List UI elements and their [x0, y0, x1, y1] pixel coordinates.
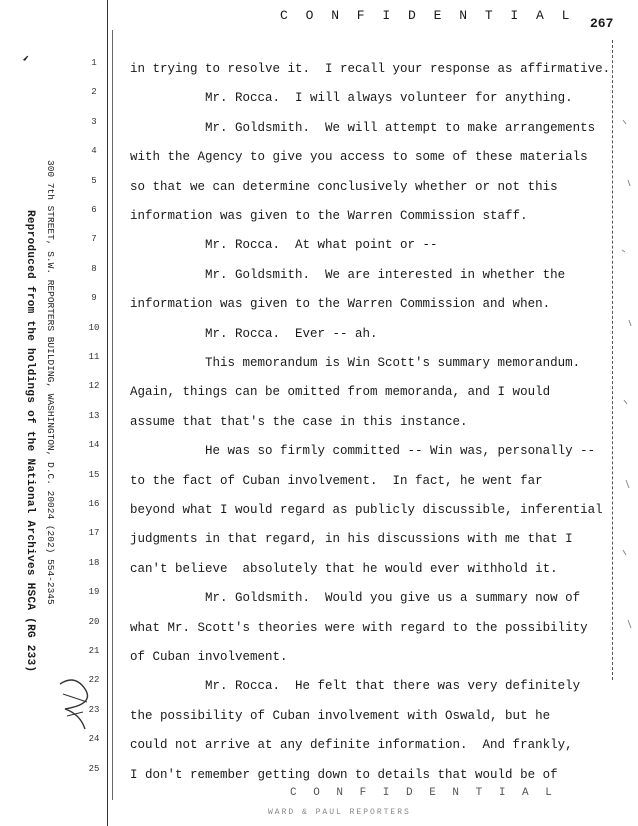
transcript-line: of Cuban involvement. — [130, 650, 288, 664]
transcript-line: in trying to resolve it. I recall your response as affirmative. — [130, 62, 611, 76]
line-number: 16 — [88, 499, 100, 509]
transcript-line: He was so firmly committed -- Win was, personally -- — [130, 444, 596, 459]
left-margin-rule-inner — [112, 30, 113, 800]
line-number: 22 — [88, 675, 100, 686]
transcript-line: Mr. Goldsmith. We will attempt to make arrangements — [130, 120, 596, 135]
transcript-line: to the fact of Cuban involvement. In fact, he went far — [130, 473, 543, 488]
transcript-line: judgments in that regard, in his discussions with me that I — [130, 532, 573, 547]
transcript-line: This memorandum is Win Scott's summary memorandum. — [130, 356, 581, 370]
transcript-line: Mr. Rocca. At what point or -- — [130, 238, 438, 253]
transcript-line: Mr. Goldsmith. We are interested in whether the — [130, 267, 566, 282]
line-number: 24 — [88, 734, 100, 745]
transcript-line: Mr. Rocca. Ever -- ah. — [130, 326, 378, 341]
line-number: 21 — [88, 646, 100, 656]
right-margin-rule — [612, 40, 613, 680]
line-number: 25 — [88, 763, 100, 774]
left-margin-rule — [107, 0, 108, 826]
line-number: 14 — [88, 440, 100, 451]
reproduction-note: Reproduced from the holdings of the National Archives HSCA (RG 233) — [24, 210, 36, 673]
transcript-line: could not arrive at any definite information. And frankly, — [130, 738, 573, 753]
page-header: C O N F I D E N T I A L — [280, 8, 575, 23]
transcript-line: so that we can determine conclusively whether or not this — [130, 179, 558, 194]
line-number: 1 — [91, 58, 97, 68]
line-number: 10 — [88, 322, 100, 333]
line-number: 13 — [88, 410, 100, 421]
transcript-line: can't believe absolutely that he would ever withhold it. — [130, 561, 558, 576]
transcript-line: assume that that's the case in this instance. — [130, 414, 468, 429]
page-number: 267 — [590, 16, 614, 31]
reporter-address: 300 7th STREET, S.W. REPORTERS BUILDING, WASHINGTON, D.C. 20024 (202) 554-2345 — [45, 160, 56, 605]
margin-check-mark: ‘ — [14, 52, 32, 76]
footer-subline: WARD & PAUL REPORTERS — [268, 808, 411, 817]
line-number: 4 — [91, 146, 97, 157]
line-number: 9 — [91, 293, 97, 304]
line-number: 17 — [88, 528, 100, 539]
line-number: 7 — [91, 234, 97, 245]
line-number: 2 — [91, 87, 97, 98]
transcript-line: Mr. Goldsmith. Would you give us a summary now of — [130, 591, 581, 606]
transcript-line: Again, things can be omitted from memoranda, and I would — [130, 385, 551, 400]
line-number: 11 — [88, 352, 100, 362]
transcript-line: the possibility of Cuban involvement with Oswald, but he — [130, 708, 551, 723]
line-number: 23 — [88, 704, 100, 715]
line-number: 5 — [91, 175, 97, 186]
line-number: 15 — [88, 469, 100, 480]
line-number: 12 — [88, 381, 100, 392]
transcript-line: I don't remember getting down to details that would be of — [130, 767, 558, 782]
line-number: 20 — [88, 616, 100, 627]
line-number: 6 — [91, 205, 97, 215]
line-number: 3 — [91, 116, 97, 127]
transcript-line: with the Agency to give you access to some of these materials — [130, 150, 588, 165]
transcript-line: Mr. Rocca. He felt that there was very definitely — [130, 679, 581, 694]
transcript-line: what Mr. Scott's theories were with regard to the possibility — [130, 620, 588, 635]
line-number: 8 — [91, 263, 97, 274]
right-edge-scan-marks — [620, 100, 634, 660]
line-number: 19 — [88, 587, 100, 598]
transcript-line: information was given to the Warren Commission staff. — [130, 209, 528, 223]
transcript-line: information was given to the Warren Commission and when. — [130, 297, 551, 312]
line-number: 18 — [88, 557, 100, 568]
transcript-line: Mr. Rocca. I will always volunteer for anything. — [130, 91, 573, 106]
page-footer: C O N F I D E N T I A L — [290, 787, 557, 799]
transcript-line: beyond what I would regard as publicly discussible, inferential — [130, 503, 603, 517]
